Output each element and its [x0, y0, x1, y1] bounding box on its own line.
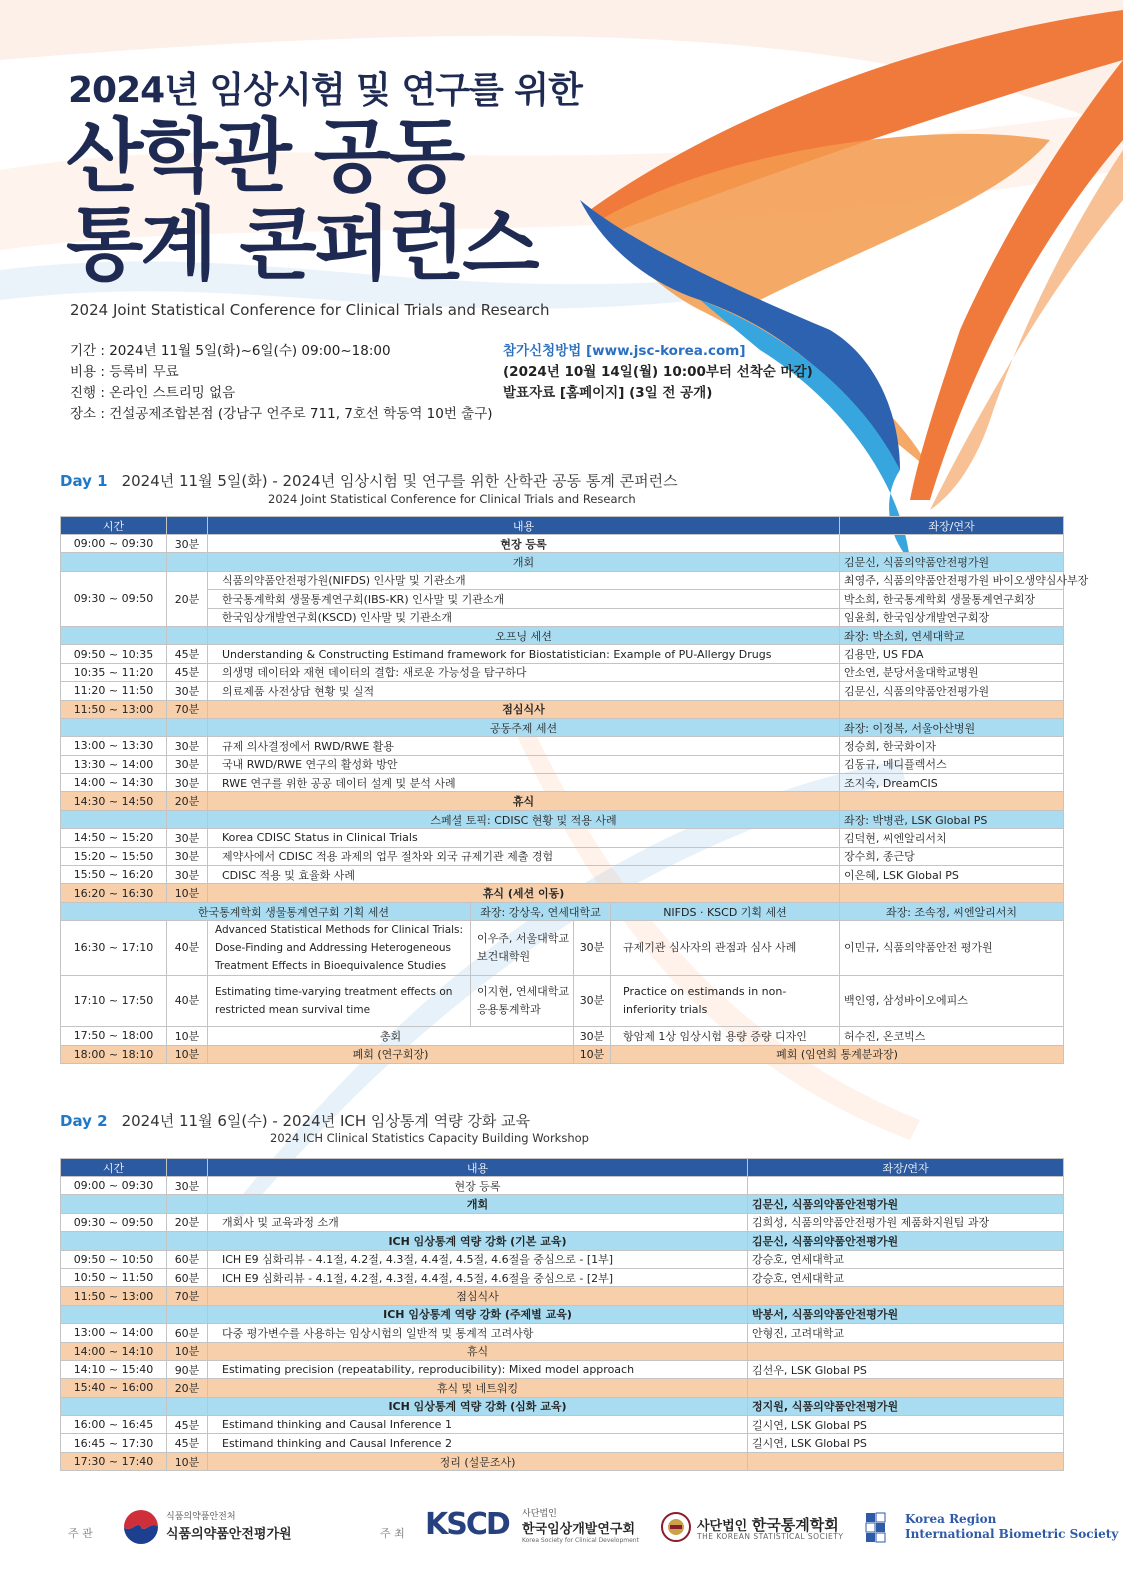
parallel-session-row: 한국통계학회 생물통계연구회 기획 세션 좌장: 강상욱, 연세대학교 NIFDS · KSCD 기획 세션 좌장: 조속정, 씨엔알리서치	[61, 902, 1064, 920]
day2-title: 2024년 11월 6일(수) - 2024년 ICH 임상통계 역량 강화 교육	[121, 1112, 531, 1130]
registration-method: 참가신청방법 [www.jsc-korea.com]	[503, 343, 746, 359]
title-line-2: 산학관 공동	[66, 110, 463, 203]
table-row: 17:10 ~ 17:50 40분 Estimating time-varying treatment effects on restricted mean survival time 이지현, 연세대학교 응용통계학과 30분 Practice on estimands in non-inferiority trials 백인영, 삼성바이오에피스	[61, 976, 1064, 1027]
table-row: 13:00 ~ 14:00 60분 다중 평가변수를 사용하는 임상시험의 일반적 및 통계적 고려사항 안형진, 고려대학교	[61, 1324, 1064, 1342]
table-row: 09:50 ~ 10:35 45분 Understanding & Constructing Estimand framework for Biostatistician: Example of PU-Allergy Drugs 김용만, US FDA	[61, 645, 1064, 663]
col-speaker: 좌장/연자	[748, 1159, 1064, 1177]
table-row: 14:00 ~ 14:30 30분 RWE 연구를 위한 공공 데이터 설계 및 분석 사례 조지숙, DreamCIS	[61, 774, 1064, 792]
ibs-line-2: International Biometric Society	[905, 1527, 1119, 1541]
kscd-name: 한국임상개발연구회	[522, 1522, 636, 1537]
day2-heading	[60, 1110, 530, 1131]
table-row: 10:35 ~ 11:20 45분 의생명 데이터와 재현 데이터의 결합: 새로운 가능성을 탐구하다 안소연, 분당서울대학교병원	[61, 663, 1064, 681]
day1-heading	[60, 470, 678, 491]
host-label: 주 최	[380, 1527, 405, 1540]
break-row: 11:50 ~ 13:00 70분 점심식사	[61, 1287, 1064, 1305]
day2-label: Day 2	[60, 1112, 108, 1130]
title-line-3: 통계 콘퍼런스	[66, 198, 537, 291]
session-row: ICH 임상통계 역량 강화 (심화 교육) 정지원, 식품의약품안전평가원	[61, 1397, 1064, 1415]
event-fee: 비용 : 등록비 무료	[70, 364, 179, 380]
table-row: 11:20 ~ 11:50 30분 의료제품 사전상담 현황 및 실적 김문신, 식품의약품안전평가원	[61, 682, 1064, 700]
col-content: 내용	[208, 517, 840, 535]
table-row: 16:45 ~ 17:30 45분 Estimand thinking and Causal Inference 2 길시연, LSK Global PS	[61, 1434, 1064, 1452]
day2-subtitle: 2024 ICH Clinical Statistics Capacity Building Workshop	[270, 1131, 589, 1145]
mfds-emblem-icon	[122, 1508, 160, 1546]
table-row: 16:00 ~ 16:45 45분 Estimand thinking and Causal Inference 1 길시연, LSK Global PS	[61, 1416, 1064, 1434]
col-content: 내용	[208, 1159, 748, 1177]
kscd-small-text: 사단법인	[522, 1509, 557, 1519]
break-row: 14:30 ~ 14:50 20분 휴식	[61, 792, 1064, 810]
event-venue: 장소 : 건설공제조합본점 (강남구 언주로 711, 7호선 학동역 10번 출구)	[70, 406, 493, 422]
table-header	[61, 517, 1064, 535]
col-time: 시간	[61, 1159, 167, 1177]
table-row: 한국임상개발연구회(KSCD) 인사말 및 기관소개 임윤희, 한국임상개발연구회장	[61, 608, 1064, 626]
day1-label: Day 1	[60, 472, 108, 490]
ibs-line-1: Korea Region	[905, 1512, 997, 1526]
footer	[0, 1505, 1123, 1565]
table-row: 13:00 ~ 13:30 30분 규제 의사결정에서 RWD/RWE 활용 정승희, 한국화이자	[61, 737, 1064, 755]
ibs-logo-icon	[866, 1513, 896, 1543]
kss-english-name: THE KOREAN STATISTICAL SOCIETY	[697, 1532, 844, 1541]
kss-emblem-icon	[660, 1511, 692, 1543]
day1-title: 2024년 11월 5일(화) - 2024년 임상시험 및 연구를 위한 산학관 공동 통계 콘퍼런스	[121, 472, 678, 490]
day1-schedule-table	[60, 516, 1089, 1064]
registration-info	[503, 341, 813, 404]
session-row: ICH 임상통계 역량 강화 (주제별 교육) 박봉서, 식품의약품안전평가원	[61, 1305, 1064, 1323]
table-row: 17:50 ~ 18:00 10분 총회 30분 항암제 1상 임상시험 용량 증량 디자인 허수진, 온코빅스	[61, 1027, 1064, 1045]
table-row: 10:50 ~ 11:50 60분 ICH E9 심화리뷰 - 4.1절, 4.2절, 4.3절, 4.4절, 4.5절, 4.6절을 중심으로 - [2부] 강승호, 연세대학교	[61, 1268, 1064, 1286]
table-row: 16:30 ~ 17:10 40분 Advanced Statistical Methods for Clinical Trials: Dose-Finding and Addressing Heterogeneous Treatment Effects in Bioequivalence Studies 이우주, 서울대학교 보건대학원 30분 규제기관 심사자의 관점과 심사 사례 이민규, 식품의약품안전 평가원	[61, 921, 1064, 976]
break-row: 18:00 ~ 18:10 10분 폐회 (연구회장) 10분 폐회 (임연희 통계분과장)	[61, 1045, 1064, 1063]
kss-name: 한국통계학회	[751, 1516, 839, 1534]
organizer-label: 주 관	[68, 1527, 93, 1540]
session-row: 오프닝 세션 좌장: 박소희, 연세대학교	[61, 626, 1064, 644]
title-line-1: 2024년 임상시험 및 연구를 위한	[68, 70, 582, 111]
table-row: 09:50 ~ 10:50 60분 ICH E9 심화리뷰 - 4.1절, 4.2절, 4.3절, 4.4절, 4.5절, 4.6절을 중심으로 - [1부] 강승호, 연세대학교	[61, 1250, 1064, 1268]
session-row: 공동주제 세션 좌장: 이정복, 서울아산병원	[61, 718, 1064, 736]
table-row: 09:00 ~ 09:30 30분 현장 등록	[61, 1177, 1064, 1195]
table-row: 15:20 ~ 15:50 30분 제약사에서 CDISC 적용 과제의 업무 절차와 외국 규제기관 제출 경험 장수희, 종근당	[61, 847, 1064, 865]
table-row: 15:50 ~ 16:20 30분 CDISC 적용 및 효율화 사례 이은혜, LSK Global PS	[61, 866, 1064, 884]
break-row: 17:30 ~ 17:40 10분 정리 (설문조사)	[61, 1452, 1064, 1470]
session-row: 개회 김문신, 식품의약품안전평가원	[61, 1195, 1064, 1213]
table-header	[61, 1159, 1064, 1177]
break-row: 15:40 ~ 16:00 20분 휴식 및 네트워킹	[61, 1379, 1064, 1397]
table-row: 09:30 ~ 09:50 20분 식품의약품안전평가원(NIFDS) 인사말 및 기관소개 최영주, 식품의약품안전평가원 바이오생약심사부장	[61, 571, 1064, 589]
table-row: 13:30 ~ 14:00 30분 국내 RWD/RWE 연구의 활성화 방안 김동규, 메디플렉서스	[61, 755, 1064, 773]
break-row: 11:50 ~ 13:00 70분 점심식사	[61, 700, 1064, 718]
registration-link[interactable]: [www.jsc-korea.com]	[585, 343, 746, 359]
session-row: 개회 김문신, 식품의약품안전평가원	[61, 553, 1064, 571]
kss-prefix: 사단법인	[697, 1519, 748, 1534]
session-row: ICH 임상통계 역량 강화 (기본 교육) 김문신, 식품의약품안전평가원	[61, 1232, 1064, 1250]
event-mode: 진행 : 온라인 스트리밍 없음	[70, 385, 236, 401]
org1-small-text: 식품의약품안전처	[166, 1512, 236, 1522]
registration-deadline: (2024년 10월 14일(월) 10:00부터 선착순 마감)	[503, 364, 813, 380]
break-row: 14:00 ~ 14:10 10분 휴식	[61, 1342, 1064, 1360]
event-period: 기간 : 2024년 11월 5일(화)~6일(수) 09:00~18:00	[70, 343, 391, 359]
event-info	[70, 341, 493, 425]
table-row: 09:30 ~ 09:50 20분 개회사 및 교육과정 소개 김희성, 식품의약품안전평가원 제품화지원팀 과장	[61, 1213, 1064, 1231]
table-row: 09:00 ~ 09:30 30분 현장 등록	[61, 535, 1064, 553]
day2-schedule-table	[60, 1158, 1064, 1471]
table-row: 14:10 ~ 15:40 90분 Estimating precision (repeatability, reproducibility): Mixed model approach 김선우, LSK Global PS	[61, 1360, 1064, 1378]
kscd-english-name: Korea Society for Clinical Development	[522, 1537, 639, 1544]
table-row: 한국통계학회 생물통계연구회(IBS-KR) 인사말 및 기관소개 박소희, 한국통계학회 생물통계연구회장	[61, 590, 1064, 608]
subtitle-english: 2024 Joint Statistical Conference for Clinical Trials and Research	[70, 301, 550, 319]
col-speaker: 좌장/연자	[840, 517, 1064, 535]
kscd-logo-text: KSCD	[425, 1507, 509, 1542]
session-row: 스페셜 토픽: CDISC 현황 및 적용 사례 좌장: 박병관, LSK Global PS	[61, 810, 1064, 828]
day1-subtitle: 2024 Joint Statistical Conference for Clinical Trials and Research	[268, 492, 636, 506]
org1-name: 식품의약품안전평가원	[166, 1527, 292, 1542]
table-row: 14:50 ~ 15:20 30분 Korea CDISC Status in Clinical Trials 김덕현, 씨엔알리서치	[61, 829, 1064, 847]
col-time: 시간	[61, 517, 167, 535]
materials-notice: 발표자료 [홈페이지] (3일 전 공개)	[503, 385, 713, 401]
break-row: 16:20 ~ 16:30 10분 휴식 (세션 이동)	[61, 884, 1064, 902]
